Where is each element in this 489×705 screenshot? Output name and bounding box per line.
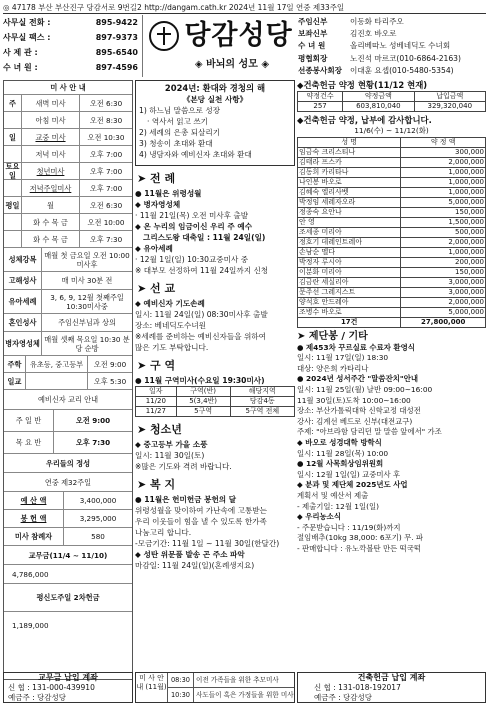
- list-item: 장소: 부산가톨릭대학 신학교정 대성전: [297, 406, 421, 416]
- mass-row: 평일 월 오전 6:30: [4, 197, 132, 214]
- mass-row: 주 새벽 미사 오전 6:30: [4, 95, 132, 112]
- donor-table: [297, 137, 486, 328]
- offering-row: 미사 참례자 580: [4, 528, 132, 546]
- table-row: 일자 구역(반) 해당지역: [136, 387, 295, 397]
- table-row: 김금란 세실리아 3,000,000: [299, 277, 484, 286]
- period-label: 11/6(수) ~ 11/12(화): [354, 126, 429, 135]
- table-row: 11/27 5구역 5구역 전체: [136, 407, 295, 417]
- mission-heading: ➤ 선 교: [137, 282, 176, 295]
- school-fee-value: 4,786,000: [4, 565, 132, 584]
- contact-row: 수 녀 원 : 897-4596: [3, 63, 138, 72]
- mass-schedule-column: [3, 80, 133, 680]
- school-fee-account: 교무금 납입 계좌 신 협 : 131-000-439910 예금주 : 당감성당: [3, 672, 133, 703]
- district-table: [135, 386, 295, 417]
- table-row: 박정자 루시아 200,000: [299, 257, 484, 266]
- table-row: 임금숙 크리스티나 300,000: [299, 147, 484, 156]
- special-row: 혼인성사 주임신부님과 상의: [4, 314, 132, 332]
- table-row: 조병수 바오로 5,000,000: [299, 307, 484, 316]
- list-item: ◆ 우리농소식: [297, 512, 341, 522]
- thanks-heading: ◆건축헌금 약정, 납부에 감사합니다.: [297, 115, 432, 125]
- school-row: 주학 유초등, 중고등부 오전 9:00: [4, 356, 132, 373]
- school-fee-label: 교무금(11/4 ~ 11/10): [4, 546, 132, 565]
- staff-row: 보좌신부 김진호 바오로: [298, 29, 397, 39]
- welfare-heading: ➤ 복 지: [137, 478, 176, 491]
- catechumen-header: 예비신자 교리 안내: [4, 390, 132, 410]
- address-bar: ◎ 47178 부산 부산진구 당감서로 9번길2 http://dangam.cath.kr 2024년 11월 17일 연중 제33주일: [3, 2, 486, 14]
- staff-row: 선종봉사회장 이대훈 요셉(010-5480-5354): [298, 66, 454, 76]
- list-item: 계획서 및 예산서 제출: [297, 490, 369, 500]
- staff-row: 평협회장 노진석 마르코(010-6864-2163): [298, 53, 461, 63]
- offering-header: 우리들의 정성: [4, 454, 132, 473]
- contact-block: [3, 15, 143, 77]
- list-item: ◆ 바오로 성경대학 방학식: [297, 437, 382, 447]
- table-row: 안 영 1,500,000: [299, 217, 484, 226]
- table-row: 17건 27,800,000: [298, 317, 486, 327]
- building-fund-account: 건축헌금 납입 계좌 신 협 : 131-018-192017 예금주 : 당감성당: [297, 672, 486, 703]
- catechumen-row: 목 요 반 오후 7:30: [4, 432, 132, 454]
- school-row: 일교 오후 5:30: [4, 373, 132, 390]
- pledge-heading: ◆건축헌금 약정 현황(11/12 현재): [297, 80, 428, 90]
- offering-sub: 연중 제32주일: [4, 473, 132, 492]
- list-item: - 제출기일: 12월 1일(일): [297, 501, 380, 511]
- pledge-table: [297, 91, 486, 112]
- parish-subtitle: ◈ 바뇌의 성모 ◈: [194, 59, 270, 70]
- list-item: 절임배추(10kg 38,000: 6포기) 무. 파: [297, 533, 424, 543]
- table-row: 문주선 그레지스트 3,000,000: [299, 287, 484, 296]
- special-row: 병자영성체 매월 셋째 목요일 10:30 분당 순방: [4, 332, 132, 356]
- table-row: 조세종 미리아 500,000: [299, 227, 484, 236]
- list-item: 주제: "아브라함 담리던 말 말씀 앞에서" 가조: [297, 427, 442, 437]
- list-item: ● 2024년 성서주간 "말씀잔치"안내: [297, 374, 418, 384]
- table-row: 김태라 프스카 2,000,000: [299, 157, 484, 166]
- list-item: 대상: 양은희 카타리나: [297, 363, 369, 373]
- list-item: ● 제453차 꾸르실료 수료자 환영식: [297, 342, 415, 352]
- mass-row: 일 교중 미사 오전 10:30: [4, 129, 132, 146]
- list-item: 11월 30일(토)도착 10:00~16:00: [297, 395, 411, 405]
- staff-row: 주임신부 이동화 타리주오: [298, 16, 404, 26]
- table-row: 김혜숙 엘리사벳 1,000,000: [299, 187, 484, 196]
- list-item: - 판매합니다 : 유노깍볼탄 만든 떡국떡: [297, 543, 421, 553]
- list-item: ◆ 분과 및 제단체 2025년도 사업: [297, 480, 408, 490]
- table-row: 나인봉 바오로 1,000,000: [299, 177, 484, 186]
- table-row: 11/20 5(3,4반) 당감4동: [136, 397, 295, 407]
- list-item: 강사: 김계선 베드로 신부(대전교구): [297, 416, 413, 426]
- mass-header-row: 미 사 안 내: [4, 81, 132, 95]
- table-row: 약정건수 약정금액 납입금액: [298, 92, 486, 102]
- etc-heading: ➤ 제단봉 / 기타: [297, 330, 368, 342]
- table-row: 08:30 이전 가족들을 위한 추모미사: [168, 673, 294, 688]
- special-row: 유아세례 3, 6, 9, 12월 첫째주일 10:30미사중: [4, 290, 132, 314]
- table-row: 이분화 미리아 150,000: [299, 267, 484, 276]
- cross-logo-icon: [149, 21, 179, 51]
- staff-block: [298, 15, 486, 77]
- table-row: 박정임 세레자오라 5,000,000: [299, 197, 484, 206]
- liturgy-heading: ➤ 전 례: [137, 172, 176, 185]
- contact-row: 사무실 전화 : 895-9422: [3, 18, 138, 27]
- special-row: 고해성사 매 미사 30분 전: [4, 272, 132, 290]
- offering-row: 봉 헌 액 3,295,000: [4, 510, 132, 528]
- list-item: 일시: 11월 17일(일) 18:30: [297, 353, 389, 363]
- contact-row: 사 제 관 : 895-6540: [3, 48, 138, 57]
- list-item: 일시: 12월 1일(일) 교중미사 후: [297, 469, 401, 479]
- news-column: 2024년: 환대와 경청의 해 《본당 실천 사항》 1) 하느님 말씀으로 성장 · 역사서 읽고 쓰기 2) 세례의 은총 되살리기 3) 청송이 초대와 환대 4) 냉담자와 예비신자 초대와 환대 ➤ 전 례 ● 11월은 위령성월 ◆ 병자영성체 · 11월 21일(목) 오전 미사후 출발 ◆ 온 누리의 임금이신 우리 주 예수 그리스도왕 대축일 : 11월 24일(일) ◆ 유아세례 · 12월 1일(일) 10:30교중미사 중 ※ 대부모 선정하여 11월 24일까지 신청 ➤ 선 교 ◆ 예비신자 기도손례 일시: 11월 24일(일) 08:30미사후 출발 장소: 베네딕도수녀원 ※세례를 준비하는 예비신자들을 위하여 많은 기도 부탁합니다. ➤ 구 역 ● 11월 구역미사(수요일 19:30미사) 일자 구역(반) 해당지역 11/20 5(3,4반) 당감4동 11/27 5구역 5구역 전체 ➤ 청소년 ◆ 중고등부 가을 소풍 일시: 11월 30일(토) ※많은 기도와 격려 바랍니다. ➤ 복 지 ● 11월은 헌미헌금 봉헌의 달 위령성월을 맞이하여 가난속에 고통받는 우리 이웃들이 힘을 낼 수 있도록 한가족 나눔고리 합니다. -모금기간: 11월 1일 ~ 11월 30일(한달간) ◆ 성탄 위문품 발송 곤 주소 파악 마감일: 11월 24일(일)(혼례생지요): [135, 80, 295, 670]
- table-row: 10:30 사도들이 혹은 가정들을 위한 미사: [168, 688, 294, 702]
- catechumen-row: 주 일 반 오전 9:00: [4, 410, 132, 432]
- table-row: 정종숙 요안나 150,000: [299, 207, 484, 216]
- table-row: 성 명 약 정 액: [298, 137, 486, 147]
- list-item: ● 12월 사목회상임위원회: [297, 459, 384, 469]
- second-collection-value: 1,189,000: [12, 620, 49, 630]
- etc-list: [297, 343, 486, 555]
- offering-row: 예 산 액 3,400,000: [4, 492, 132, 510]
- year-theme-box: 2024년: 환대와 경청의 해 《본당 실천 사항》 1) 하느님 말씀으로 성장 · 역사서 읽고 쓰기 2) 세례의 은총 되살리기 3) 청송이 초대와 환대 4) 냉담자와 예비신자 초대와 환대: [135, 80, 295, 166]
- district-heading: ➤ 구 역: [137, 359, 176, 372]
- mass-row: 화 수 목 금 오후 7:30: [4, 231, 132, 248]
- list-item: 일시: 11월 25일(월) 날반 09:00~16:00: [297, 384, 433, 394]
- mass-row: 화 수 목 금 오전 10:00: [4, 214, 132, 231]
- table-row: 양석호 안드레아 2,000,000: [299, 297, 484, 306]
- special-row: 성체강복 매월 첫 금요일 오전 10:00 미사후: [4, 248, 132, 272]
- second-collection-label: 평신도주일 2차헌금: [4, 584, 132, 612]
- mass-row: 저녁주일미사 오후 7:00: [4, 180, 132, 197]
- contact-row: 사무실 팩스 : 897-9373: [3, 33, 138, 42]
- list-item: 일시: 11월 28일(목) 10:00: [297, 448, 389, 458]
- parish-title: 당감성당: [184, 20, 293, 51]
- mass-row: 토요일 청년미사 오후 7:00: [4, 163, 132, 180]
- mass-row: 저녁 미사 오후 7:00: [4, 146, 132, 163]
- table-row: 김동희 카리타나 1,000,000: [299, 167, 484, 176]
- list-item: - 주문받습니다 : 11/19(화)까지: [297, 522, 401, 532]
- monthly-mass-box: 미 사 안 내 (11월) 08:30 이전 가족들을 위한 추모미사 10:30 사도들이 혹은 가정들을 위한 미사: [135, 672, 295, 703]
- masthead: [143, 15, 298, 77]
- youth-heading: ➤ 청소년: [137, 423, 182, 436]
- staff-row: 수 녀 원 올리베따노 성베네딕도 수녀회: [298, 41, 451, 51]
- table-row: 257 603,810,040 329,320,040: [298, 102, 486, 112]
- mass-row: 아침 미사 오전 8:30: [4, 112, 132, 129]
- building-fund-column: [297, 80, 486, 670]
- table-row: 손남순 멜다 1,000,000: [299, 247, 484, 256]
- table-row: 정호기 데레인트레아 2,000,000: [299, 237, 484, 246]
